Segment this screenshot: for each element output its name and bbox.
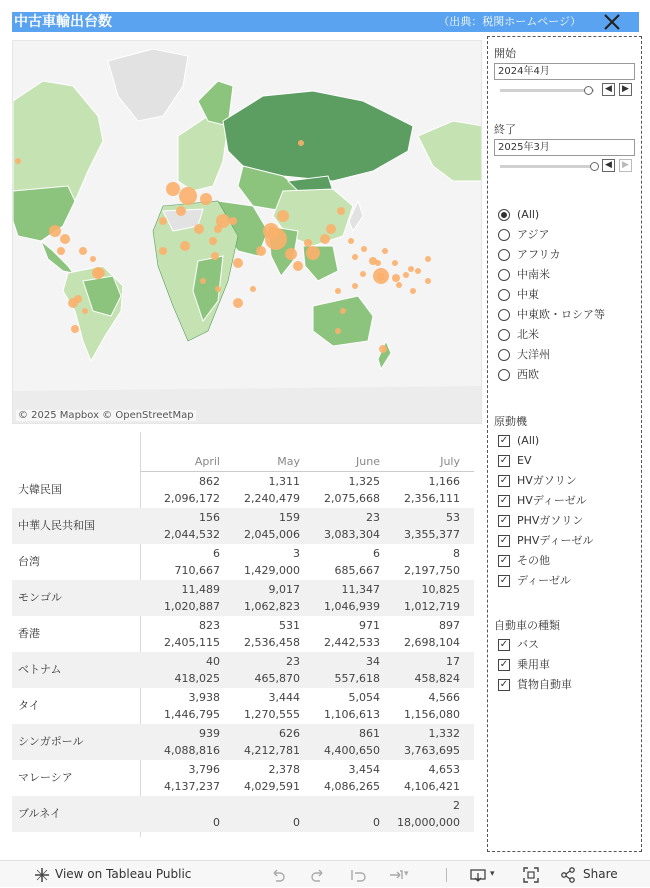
fullscreen-icon[interactable] [523,867,539,883]
value-cell: 1,156,080 [404,708,460,721]
start-slider-track[interactable] [500,89,594,92]
vehicle-filter-title: 自動車の種類 [494,619,560,632]
checkbox[interactable]: ✓ [499,555,509,566]
country-name: モンゴル [18,591,62,604]
value-cell: 1,446,795 [164,708,220,721]
radio-button[interactable] [498,249,510,261]
country-name: 中華人民共和国 [18,519,95,532]
start-next-button[interactable]: ▶ [619,83,632,96]
map-bubble [250,286,256,292]
map-bubble [392,260,398,266]
map-bubble [229,217,237,225]
map-bubble [373,268,389,284]
start-filter-title: 開始 [494,47,516,60]
map-land-alaska [418,121,482,181]
map-bubble [285,248,297,260]
share-icon[interactable] [560,867,576,883]
option-label: 中東欧・ロシア等 [517,308,605,321]
redo-icon[interactable] [310,867,326,883]
map-bubble [57,247,65,255]
end-slider-track[interactable] [500,165,594,168]
refresh-icon[interactable] [388,867,404,883]
map-attribution[interactable]: © 2025 Mapbox © OpenStreetMap [18,410,194,421]
country-name: シンガポール [18,735,84,748]
country-name: マレーシア [18,771,73,784]
country-name: 台湾 [18,555,40,568]
country-name: 香港 [18,627,40,640]
value-cell: 3,083,304 [324,528,380,541]
checkbox[interactable]: ✓ [499,435,509,446]
units-cell: 10,825 [421,583,460,596]
units-cell: 4,566 [428,691,460,704]
country-name: ブルネイ [18,807,62,820]
map-bubble [375,260,381,266]
revert-icon[interactable] [350,867,366,883]
option-label: ディーゼル [517,574,571,587]
value-cell: 18,000,000 [397,816,460,829]
units-cell: 531 [279,619,300,632]
units-cell: 2 [453,799,460,812]
units-cell: 2,378 [268,763,300,776]
units-cell: 6 [373,547,380,560]
map-bubble [335,288,341,294]
map-bubble [215,286,221,292]
map-bubble [211,252,219,260]
download-dropdown-icon[interactable]: ▾ [490,869,495,879]
map-bubble [179,187,197,205]
map-bubble [277,210,289,222]
value-cell: 2,240,479 [244,492,300,505]
units-cell: 939 [199,727,220,740]
option-label: 中南米 [517,268,550,281]
units-cell: 9,017 [268,583,300,596]
units-cell: 8 [453,547,460,560]
option-label: 北米 [517,328,539,341]
map-bubble [200,193,212,205]
map-bubble [159,247,167,255]
radio-button[interactable] [498,309,510,321]
map-bubble [304,239,312,247]
map-bubble [176,206,186,216]
page-title: 中古車輸出台数 [14,14,112,30]
map-bubble [60,234,70,244]
value-cell: 2,536,458 [244,636,300,649]
option-label: 西欧 [517,368,539,381]
map-bubble [379,345,387,353]
toolbar-separator [446,868,447,882]
map-canvas[interactable] [13,41,482,424]
radio-button[interactable] [498,329,510,341]
map-land-greenland [108,49,188,121]
units-cell: 626 [279,727,300,740]
map-bubble [425,256,431,262]
table-row[interactable] [12,652,474,688]
undo-icon[interactable] [270,867,286,883]
units-cell: 5,054 [348,691,380,704]
radio-button[interactable] [498,269,510,281]
value-cell: 2,405,115 [164,636,220,649]
option-label: アフリカ [517,248,561,261]
units-cell: 23 [366,511,380,524]
units-cell: 897 [439,619,460,632]
option-label: (All) [517,434,540,447]
value-cell: 710,667 [174,564,220,577]
map-bubble [90,256,96,262]
units-cell: 861 [359,727,380,740]
value-cell: 418,025 [174,672,220,685]
country-name: ベトナム [18,663,62,676]
value-cell: 4,029,591 [244,780,300,793]
end-date-input[interactable]: 2025年3月 [494,139,635,156]
source-note: （出典：税関ホームページ） [438,15,581,28]
units-cell: 823 [199,619,220,632]
map-bubble [233,298,243,308]
map-bubble [361,246,367,252]
map-bubble [348,238,354,244]
value-cell: 0 [213,816,220,829]
map-land-europe [178,116,228,191]
map-bubble [265,228,287,250]
units-cell: 3,796 [188,763,220,776]
map-bubble [200,278,206,284]
value-cell: 1,012,719 [404,600,460,613]
map-bubble [306,246,320,260]
option-label: 乗用車 [517,658,550,671]
tableau-toolbar [0,860,650,887]
map-bubble [79,247,87,255]
column-header[interactable]: April [194,455,220,468]
value-cell: 4,086,265 [324,780,380,793]
value-cell: 3,355,377 [404,528,460,541]
checkbox[interactable]: ✓ [499,535,509,546]
country-name: タイ [18,699,40,712]
value-cell: 0 [373,816,380,829]
units-cell: 11,489 [181,583,220,596]
map-bubble [340,308,346,314]
table-header [140,432,474,472]
value-cell: 4,212,781 [244,744,300,757]
radio-button[interactable] [498,209,510,221]
option-label: (All) [517,208,540,221]
map-bubble [71,325,79,333]
map-bubble [233,258,243,268]
option-label: バス [517,638,539,651]
end-slider-handle[interactable] [590,162,599,171]
units-cell: 23 [286,655,300,668]
option-label: HVディーゼル [517,494,587,507]
column-header[interactable]: May [277,455,300,468]
map-bubble [320,234,330,244]
option-label: HVガソリン [517,474,577,487]
country-name: 大韓民国 [18,483,62,496]
checkbox[interactable]: ✓ [499,455,509,466]
value-cell: 2,356,111 [404,492,460,505]
map-bubble [209,237,217,245]
value-cell: 2,096,172 [164,492,220,505]
value-cell: 2,075,668 [324,492,380,505]
value-cell: 2,698,104 [404,636,460,649]
option-label: 貨物自動車 [517,678,572,691]
table-row[interactable] [12,724,474,760]
map-bubble [352,254,358,260]
units-cell: 53 [446,511,460,524]
table-row[interactable] [12,616,474,652]
data-table [12,432,474,837]
radio-button[interactable] [498,229,510,241]
column-header[interactable]: June [356,455,380,468]
table-row[interactable] [12,796,474,832]
units-cell: 1,325 [348,475,380,488]
map-land-australia [313,296,373,346]
map-bubble [159,217,167,225]
map-bubble [298,140,304,146]
map-bubble [360,271,366,277]
table-row[interactable] [12,688,474,724]
map-bubble [382,248,388,254]
value-cell: 557,618 [334,672,380,685]
units-cell: 862 [199,475,220,488]
table-row[interactable] [12,580,474,616]
map-bubble [194,224,204,234]
map-bubble [403,272,409,278]
table-row[interactable] [12,760,474,796]
map-bubble [68,298,78,308]
value-cell: 1,046,939 [324,600,380,613]
view-on-tableau-link[interactable]: View on Tableau Public [55,867,192,881]
option-label: PHVガソリン [517,514,584,527]
value-cell: 3,763,695 [404,744,460,757]
refresh-dropdown-icon[interactable]: ▾ [404,869,409,879]
map-bubble [337,207,345,215]
title-bar [12,12,639,32]
option-label: その他 [517,554,550,567]
value-cell: 0 [293,816,300,829]
table-row[interactable] [12,472,474,508]
map-bubble [326,224,336,234]
value-cell: 458,824 [414,672,460,685]
value-cell: 4,137,237 [164,780,220,793]
filter-panel [487,36,642,852]
map-bubble [49,225,61,237]
units-cell: 3,444 [268,691,300,704]
map-bubble [166,182,180,196]
map-bubble [82,308,88,314]
radio-button[interactable] [498,289,510,301]
map-bubble [180,241,190,251]
units-cell: 971 [359,619,380,632]
units-cell: 34 [366,655,380,668]
value-cell: 2,045,006 [244,528,300,541]
start-slider-handle[interactable] [584,86,593,95]
checkbox[interactable]: ✓ [499,475,509,486]
checkbox[interactable]: ✓ [499,639,509,650]
value-cell: 465,870 [254,672,300,685]
units-cell: 1,166 [428,475,460,488]
column-header[interactable]: July [440,455,460,468]
checkbox[interactable]: ✓ [499,679,509,690]
end-next-button[interactable]: ▶ [619,159,632,172]
units-cell: 3,454 [348,763,380,776]
map-land-usa [13,186,75,241]
map-bubble [216,214,230,228]
checkbox[interactable]: ✓ [499,495,509,506]
units-cell: 17 [446,655,460,668]
start-prev-button[interactable]: ◀ [602,83,615,96]
option-label: アジア [517,228,550,241]
map-bubble [94,268,104,278]
end-filter-title: 終了 [494,123,516,136]
value-cell: 4,400,650 [324,744,380,757]
checkbox[interactable]: ✓ [499,575,509,586]
units-cell: 1,311 [268,475,300,488]
tableau-logo-icon[interactable] [34,867,50,883]
option-label: 大洋州 [517,348,550,361]
value-cell: 4,106,421 [404,780,460,793]
map-bubble [415,268,421,274]
value-cell: 685,667 [334,564,380,577]
value-cell: 2,044,532 [164,528,220,541]
units-cell: 3,938 [188,691,220,704]
value-cell: 4,088,816 [164,744,220,757]
map-bubble [408,266,414,272]
value-cell: 1,106,613 [324,708,380,721]
value-cell: 1,270,555 [244,708,300,721]
map-bubble [335,328,341,334]
option-label: 中東 [517,288,539,301]
units-cell: 156 [199,511,220,524]
units-cell: 11,347 [341,583,380,596]
start-date-input[interactable]: 2024年4月 [494,63,635,80]
units-cell: 159 [279,511,300,524]
map-bubble [293,261,303,271]
units-cell: 4,653 [428,763,460,776]
units-cell: 40 [206,655,220,668]
value-cell: 2,197,750 [404,564,460,577]
map-bubble [425,278,431,284]
map-land-central-america [41,241,73,273]
map-bubble [410,288,416,294]
map-bubble [352,283,358,289]
end-prev-button[interactable]: ◀ [602,159,615,172]
map-land-russia [223,91,413,181]
value-cell: 1,429,000 [244,564,300,577]
units-cell: 3 [293,547,300,560]
engine-filter-title: 原動機 [494,415,527,428]
table-row[interactable] [12,544,474,580]
units-cell: 6 [213,547,220,560]
value-cell: 1,062,823 [244,600,300,613]
world-map[interactable] [12,40,482,424]
download-icon[interactable] [470,867,486,883]
value-cell: 1,020,887 [164,600,220,613]
share-button[interactable]: Share [583,867,618,881]
value-cell: 2,442,533 [324,636,380,649]
map-bubble [392,274,400,282]
map-bubble [256,246,266,256]
checkbox[interactable]: ✓ [499,659,509,670]
option-label: PHVディーゼル [517,534,594,547]
close-icon[interactable] [603,13,621,31]
units-cell: 1,332 [428,727,460,740]
map-bubble [396,282,402,288]
checkbox[interactable]: ✓ [499,515,509,526]
option-label: EV [517,454,532,467]
table-row[interactable] [12,508,474,544]
map-land-new-zealand [378,341,391,369]
radio-button[interactable] [498,369,510,381]
map-bubble [15,158,21,164]
radio-button[interactable] [498,349,510,361]
